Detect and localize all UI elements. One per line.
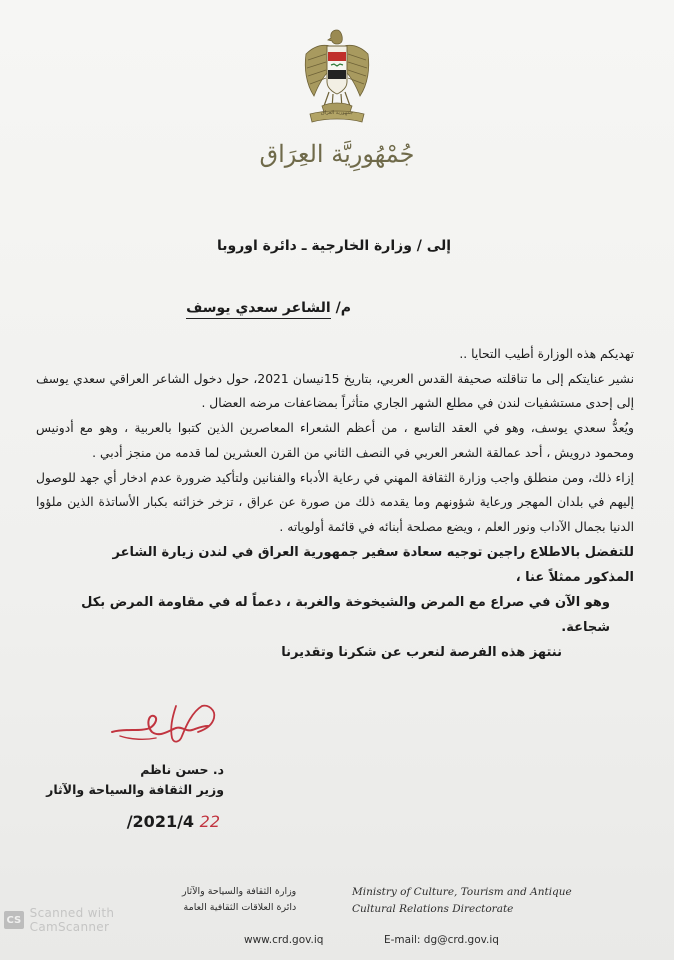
body-paragraph-2: ويُعدُّ سعدي يوسف، وهو في العقد التاسع ، من أعظم الشعراء المعاصرين الذين كتبوا بالعربية ، وهو مع أدونيس ومحمود درويش ، أحد عمالقة الشعر العربي في النصف الثاني من القرن العشرين لما قدمه من منجز أدبي . [36, 421, 634, 460]
greeting: تهديكم هذه الوزارة أطيب التحايا .. [459, 347, 634, 361]
body-paragraph-1: نشير عنايتكم إلى ما تناقلته صحيفة القدس العربي، بتاريخ 15نيسان 2021، حول دخول الشاعر العراقي سعدي يوسف إلى إحدى مستشفيات لندن في مطلع الشهر الجاري متأثراً بمضاعفات مرضه العضال . [36, 371, 634, 411]
footer-arabic [182, 884, 296, 916]
iraq-eagle-emblem-icon [300, 28, 374, 128]
camscanner-text: Scanned with CamScanner [29, 906, 115, 934]
closing-line-3: ننتهز هذه الفرصة لنعرب عن شكرنا وتقديرنا [281, 645, 562, 660]
footer-ar-directorate: دائرة العلاقات الثقافية العامة [183, 902, 297, 913]
footer-en-directorate: Cultural Relations Directorate [352, 903, 514, 915]
subject-name: الشاعر سعدي يوسف [186, 300, 331, 319]
signer-title: وزير الثقافة والسياحة والآثار [46, 782, 224, 797]
closing-paragraph [60, 540, 634, 665]
recipient-line: إلى / وزارة الخارجية ـ دائرة اوروبا [217, 238, 451, 254]
subject-line [186, 300, 351, 316]
footer-en-ministry: Ministry of Culture, Tourism and Antique [352, 886, 572, 898]
letter-body [36, 342, 634, 540]
handwritten-signature-icon [106, 698, 231, 750]
signer-name: د. حسن ناظم [140, 762, 224, 777]
footer-website: www.crd.gov.iq [244, 934, 324, 946]
signer-block [46, 760, 224, 800]
date-handwritten: 22 [199, 812, 220, 831]
footer-email: E-mail: dg@crd.gov.iq [384, 934, 499, 946]
letter-date [127, 812, 220, 831]
republic-title: جُمْهُورِيَّة العِرَاق [259, 140, 415, 168]
closing-line-2: وهو الآن في صراع مع المرض والشيخوخة والغربة ، دعماً له في مقاومة المرض بكل شجاعة. [81, 595, 610, 635]
footer-english [352, 884, 572, 918]
footer-ar-ministry: وزارة الثقافة والسياحة والآثار [182, 886, 297, 897]
camscanner-logo-icon: CS [4, 911, 24, 929]
emblem-text: جمهورية العراق [320, 110, 354, 116]
date-printed: /2021/4 [126, 812, 195, 831]
camscanner-watermark [0, 905, 195, 935]
body-paragraph-3: إزاء ذلك، ومن منطلق واجب وزارة الثقافة المهني في رعاية الأدباء والفنانين ولتأكيد ضرورة عدم ادخار أي جهد للوصول إليهم في بلدان المهجر ورعاية شؤونهم وما يقدمه ذلك من صورة عن عراق ، تزخر خزائنه بكبار الأساتذة الذين ملؤوا الدنيا بجمال الآداب ونور العلم ، ويضع مصلحة أبنائه في قائمة أولوياته . [36, 470, 634, 534]
closing-line-1: للتفضل بالاطلاع راجين توجيه سعادة سفير جمهورية العراق في لندن زيارة الشاعر المذكور ممثلاً عنا ، [112, 545, 634, 585]
subject-prefix: م/ [330, 300, 351, 316]
